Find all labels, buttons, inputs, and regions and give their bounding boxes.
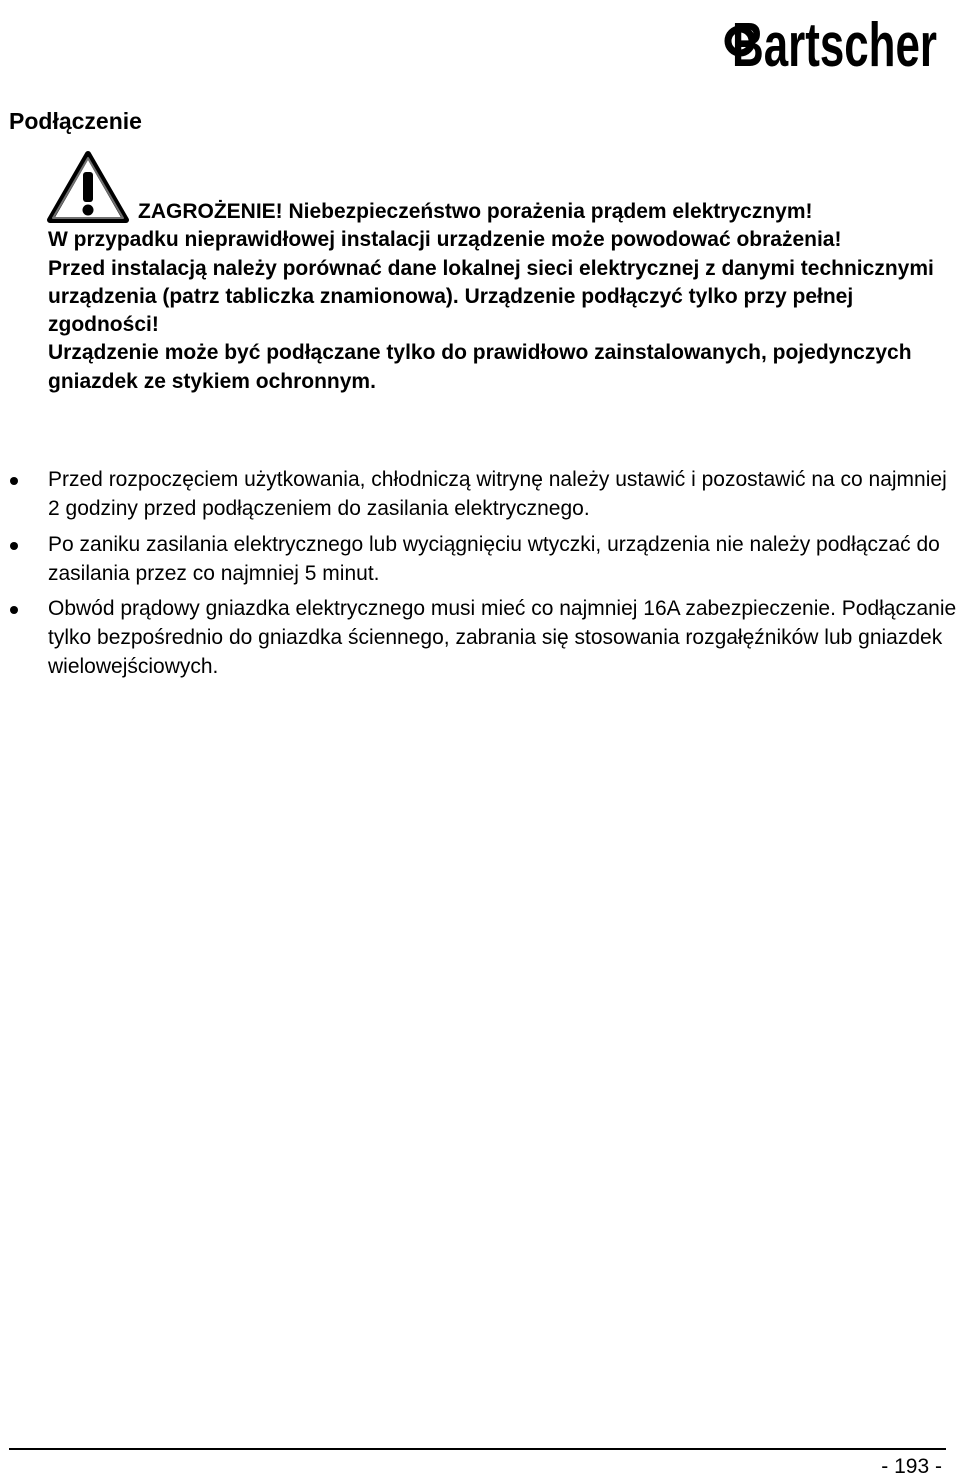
list-item-text: Przed rozpoczęciem użytkowania, chłodniczą witrynę należy ustawić i pozostawić na co najmniej 2 godziny przed podłączeniem do zasilania elektrycznego.	[48, 468, 947, 520]
svg-text:Bartscher: Bartscher	[732, 11, 937, 70]
danger-text-compare: Przed instalacją należy porównać dane lokalnej sieci elektrycznej z danymi technicznymi urządzenia (patrz tabliczka znamionowa). Urządzenie podłączyć tylko przy pełnej zgodności!	[48, 256, 934, 337]
danger-text-injury: W przypadku nieprawidłowej instalacji urządzenie może powodować obrażenia!	[48, 228, 842, 252]
danger-warning	[48, 198, 953, 396]
bullet-icon	[10, 542, 18, 550]
section-title: Podłączenie	[9, 108, 142, 134]
page-number: - 193 -	[881, 1455, 942, 1478]
list-item-text: Po zaniku zasilania elektrycznego lub wyciągnięciu wtyczki, urządzenia nie należy podłączać do zasilania przez co najmniej 5 minut.	[48, 532, 940, 585]
bartscher-logo	[722, 4, 942, 70]
list-item	[0, 530, 960, 588]
instructions-list	[0, 465, 960, 688]
list-item-text: Obwód prądowy gniazdka elektrycznego musi mieć co najmniej 16A zabezpieczenie. Podłączanie tylko bezpośrednio do gniazdka ściennego, zabrania się stosowania rozgałęźników lub gniazdek wielowejściowych.	[48, 597, 957, 678]
danger-text-socket: Urządzenie może być podłączane tylko do prawidłowo zainstalowanych, pojedynczych gniazdek ze stykiem ochronnym.	[48, 341, 912, 393]
list-item	[0, 594, 960, 681]
bullet-icon	[10, 606, 18, 614]
footer-divider	[9, 1448, 946, 1450]
danger-heading: ZAGROŻENIE! Niebezpieczeństwo porażenia prądem elektrycznym!	[138, 200, 813, 223]
list-item	[0, 465, 960, 523]
bullet-icon	[10, 477, 18, 485]
